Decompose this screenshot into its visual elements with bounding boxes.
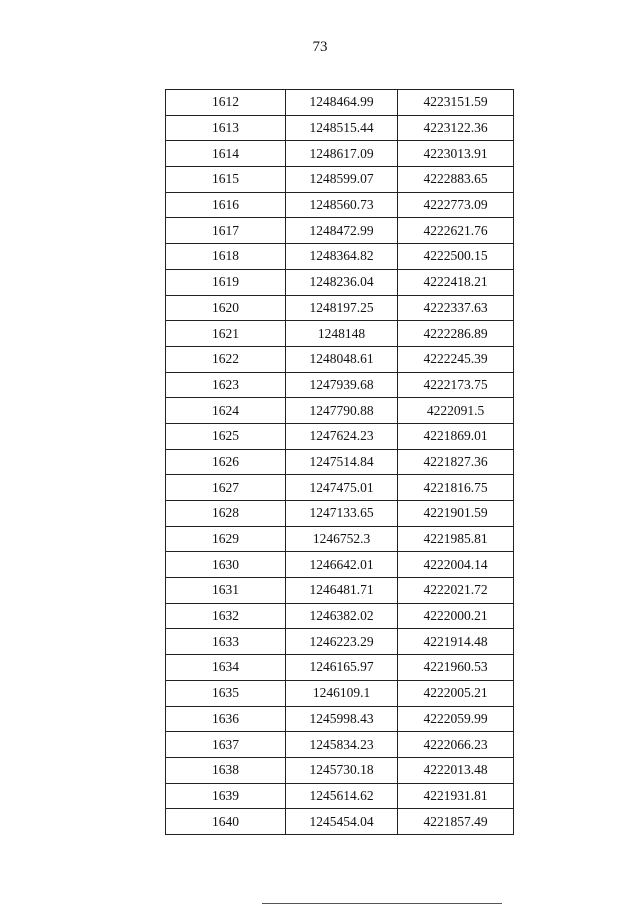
table-row bbox=[166, 244, 514, 270]
point-number-cell: 1616 bbox=[166, 192, 286, 218]
point-number-cell: 1614 bbox=[166, 141, 286, 167]
table-row bbox=[166, 398, 514, 424]
table-row bbox=[166, 706, 514, 732]
table-row bbox=[166, 603, 514, 629]
point-number-cell: 1625 bbox=[166, 423, 286, 449]
x-coordinate-cell: 1248515.44 bbox=[286, 115, 398, 141]
table-row bbox=[166, 346, 514, 372]
y-coordinate-cell: 4222621.76 bbox=[398, 218, 514, 244]
y-coordinate-cell: 4222773.09 bbox=[398, 192, 514, 218]
y-coordinate-cell: 4221869.01 bbox=[398, 423, 514, 449]
point-number-cell: 1626 bbox=[166, 449, 286, 475]
x-coordinate-cell: 1247514.84 bbox=[286, 449, 398, 475]
y-coordinate-cell: 4221985.81 bbox=[398, 526, 514, 552]
y-coordinate-cell: 4222337.63 bbox=[398, 295, 514, 321]
x-coordinate-cell: 1246481.71 bbox=[286, 578, 398, 604]
page-number: 73 bbox=[312, 39, 328, 55]
point-number-cell: 1622 bbox=[166, 346, 286, 372]
table-row bbox=[166, 552, 514, 578]
x-coordinate-cell: 1248472.99 bbox=[286, 218, 398, 244]
x-coordinate-cell: 1248364.82 bbox=[286, 244, 398, 270]
table-row bbox=[166, 115, 514, 141]
point-number-cell: 1635 bbox=[166, 680, 286, 706]
x-coordinate-cell: 1247939.68 bbox=[286, 372, 398, 398]
point-number-cell: 1627 bbox=[166, 475, 286, 501]
table-row bbox=[166, 578, 514, 604]
point-number-cell: 1638 bbox=[166, 757, 286, 783]
y-coordinate-cell: 4221960.53 bbox=[398, 655, 514, 681]
point-number-cell: 1615 bbox=[166, 167, 286, 193]
y-coordinate-cell: 4222418.21 bbox=[398, 269, 514, 295]
x-coordinate-cell: 1246223.29 bbox=[286, 629, 398, 655]
point-number-cell: 1628 bbox=[166, 501, 286, 527]
x-coordinate-cell: 1248048.61 bbox=[286, 346, 398, 372]
x-coordinate-cell: 1247475.01 bbox=[286, 475, 398, 501]
y-coordinate-cell: 4221857.49 bbox=[398, 809, 514, 835]
x-coordinate-cell: 1245730.18 bbox=[286, 757, 398, 783]
y-coordinate-cell: 4223151.59 bbox=[398, 90, 514, 116]
table-row bbox=[166, 475, 514, 501]
table-row bbox=[166, 192, 514, 218]
x-coordinate-cell: 1246642.01 bbox=[286, 552, 398, 578]
bottom-rule bbox=[262, 903, 502, 904]
coordinates-table-body bbox=[166, 90, 514, 835]
table-row bbox=[166, 526, 514, 552]
table-row bbox=[166, 449, 514, 475]
x-coordinate-cell: 1247133.65 bbox=[286, 501, 398, 527]
point-number-cell: 1613 bbox=[166, 115, 286, 141]
table-row bbox=[166, 321, 514, 347]
y-coordinate-cell: 4222500.15 bbox=[398, 244, 514, 270]
y-coordinate-cell: 4221816.75 bbox=[398, 475, 514, 501]
x-coordinate-cell: 1245614.62 bbox=[286, 783, 398, 809]
x-coordinate-cell: 1248148 bbox=[286, 321, 398, 347]
point-number-cell: 1639 bbox=[166, 783, 286, 809]
table-row bbox=[166, 732, 514, 758]
y-coordinate-cell: 4222059.99 bbox=[398, 706, 514, 732]
x-coordinate-cell: 1246752.3 bbox=[286, 526, 398, 552]
x-coordinate-cell: 1247624.23 bbox=[286, 423, 398, 449]
table-row bbox=[166, 218, 514, 244]
y-coordinate-cell: 4222066.23 bbox=[398, 732, 514, 758]
x-coordinate-cell: 1245998.43 bbox=[286, 706, 398, 732]
x-coordinate-cell: 1246109.1 bbox=[286, 680, 398, 706]
point-number-cell: 1623 bbox=[166, 372, 286, 398]
x-coordinate-cell: 1245454.04 bbox=[286, 809, 398, 835]
point-number-cell: 1629 bbox=[166, 526, 286, 552]
y-coordinate-cell: 4221914.48 bbox=[398, 629, 514, 655]
y-coordinate-cell: 4222883.65 bbox=[398, 167, 514, 193]
point-number-cell: 1633 bbox=[166, 629, 286, 655]
table-row bbox=[166, 680, 514, 706]
y-coordinate-cell: 4222013.48 bbox=[398, 757, 514, 783]
point-number-cell: 1640 bbox=[166, 809, 286, 835]
y-coordinate-cell: 4223013.91 bbox=[398, 141, 514, 167]
table-row bbox=[166, 141, 514, 167]
table-row bbox=[166, 295, 514, 321]
y-coordinate-cell: 4222000.21 bbox=[398, 603, 514, 629]
point-number-cell: 1612 bbox=[166, 90, 286, 116]
point-number-cell: 1636 bbox=[166, 706, 286, 732]
x-coordinate-cell: 1248236.04 bbox=[286, 269, 398, 295]
table-row bbox=[166, 167, 514, 193]
x-coordinate-cell: 1246165.97 bbox=[286, 655, 398, 681]
table-row bbox=[166, 501, 514, 527]
y-coordinate-cell: 4221931.81 bbox=[398, 783, 514, 809]
y-coordinate-cell: 4221827.36 bbox=[398, 449, 514, 475]
table-row bbox=[166, 809, 514, 835]
point-number-cell: 1617 bbox=[166, 218, 286, 244]
x-coordinate-cell: 1248560.73 bbox=[286, 192, 398, 218]
x-coordinate-cell: 1245834.23 bbox=[286, 732, 398, 758]
table-row bbox=[166, 269, 514, 295]
point-number-cell: 1618 bbox=[166, 244, 286, 270]
y-coordinate-cell: 4222091.5 bbox=[398, 398, 514, 424]
y-coordinate-cell: 4222005.21 bbox=[398, 680, 514, 706]
point-number-cell: 1631 bbox=[166, 578, 286, 604]
y-coordinate-cell: 4222286.89 bbox=[398, 321, 514, 347]
point-number-cell: 1637 bbox=[166, 732, 286, 758]
table-row bbox=[166, 757, 514, 783]
point-number-cell: 1632 bbox=[166, 603, 286, 629]
x-coordinate-cell: 1248464.99 bbox=[286, 90, 398, 116]
point-number-cell: 1619 bbox=[166, 269, 286, 295]
y-coordinate-cell: 4222021.72 bbox=[398, 578, 514, 604]
x-coordinate-cell: 1248617.09 bbox=[286, 141, 398, 167]
point-number-cell: 1624 bbox=[166, 398, 286, 424]
x-coordinate-cell: 1248197.25 bbox=[286, 295, 398, 321]
point-number-cell: 1630 bbox=[166, 552, 286, 578]
table-row bbox=[166, 90, 514, 116]
point-number-cell: 1621 bbox=[166, 321, 286, 347]
table-row bbox=[166, 655, 514, 681]
table-row bbox=[166, 372, 514, 398]
x-coordinate-cell: 1248599.07 bbox=[286, 167, 398, 193]
x-coordinate-cell: 1247790.88 bbox=[286, 398, 398, 424]
table-row bbox=[166, 423, 514, 449]
point-number-cell: 1634 bbox=[166, 655, 286, 681]
x-coordinate-cell: 1246382.02 bbox=[286, 603, 398, 629]
y-coordinate-cell: 4221901.59 bbox=[398, 501, 514, 527]
coordinates-table bbox=[165, 89, 514, 835]
y-coordinate-cell: 4222173.75 bbox=[398, 372, 514, 398]
table-row bbox=[166, 783, 514, 809]
y-coordinate-cell: 4223122.36 bbox=[398, 115, 514, 141]
table-row bbox=[166, 629, 514, 655]
y-coordinate-cell: 4222245.39 bbox=[398, 346, 514, 372]
y-coordinate-cell: 4222004.14 bbox=[398, 552, 514, 578]
point-number-cell: 1620 bbox=[166, 295, 286, 321]
